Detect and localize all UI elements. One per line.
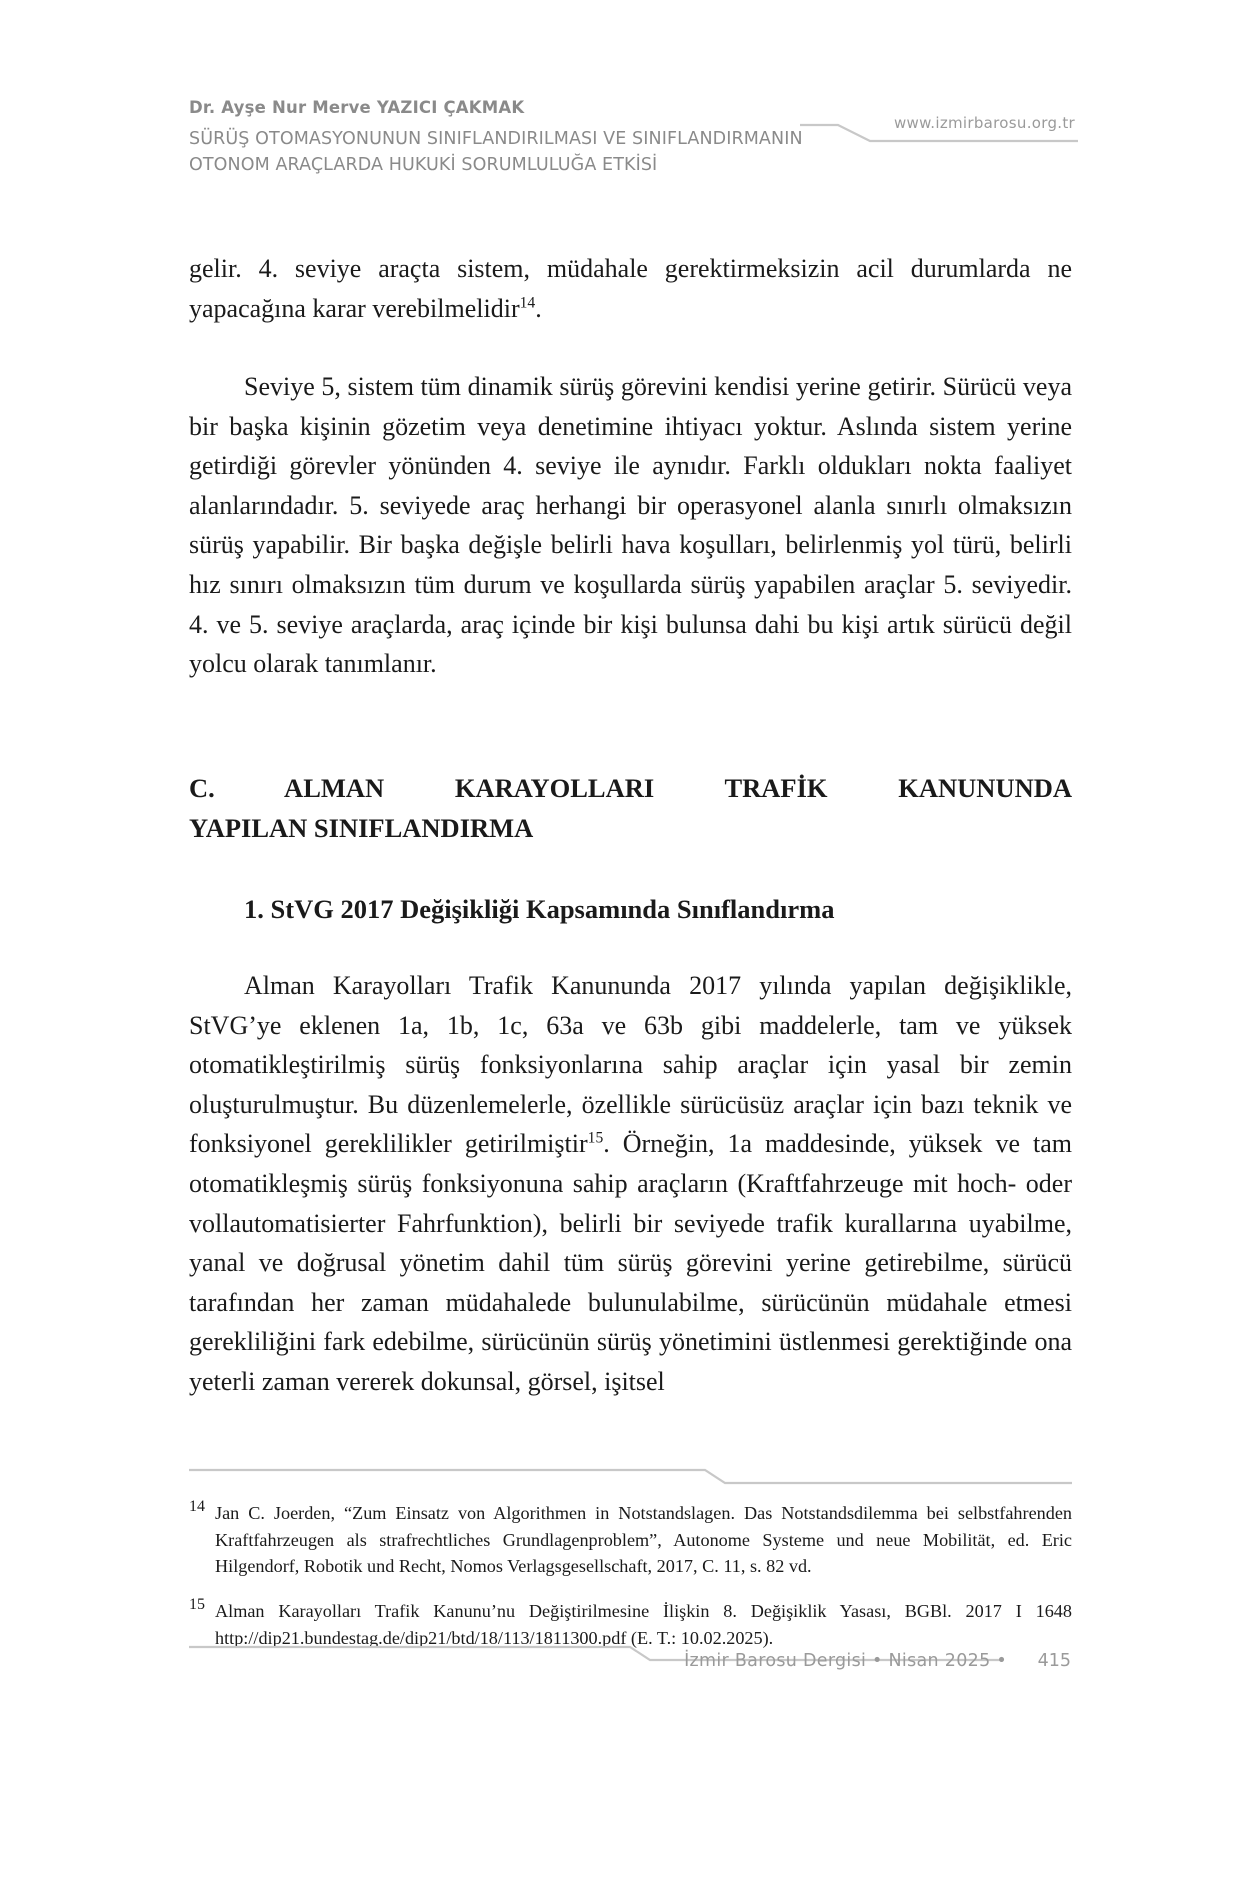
journal-name: İzmir Barosu Dergisi • Nisan 2025 • [684, 1651, 1007, 1671]
footnote-14-text: Jan C. Joerden, “Zum Einsatz von Algorithmen in Notstandslagen. Das Notstandsdilemma bei selbstfahrenden Kraftfahrzeugen als strafrechtliches Grundlagenproblem”, Autonome Systeme und neue Mobilität, ed. Eric Hilgendorf, Robotik und Recht, Nomos Verlagsgesellschaft, 2017, C. 11, s. 82 vd. [215, 1503, 1072, 1576]
footnote-ref-14[interactable]: 14 [519, 293, 536, 311]
footnote-rule [0, 1465, 1260, 1495]
footnote-ref-15[interactable]: 15 [587, 1129, 604, 1147]
paragraph-3-text-a: Alman Karayolları Trafik Kanununda 2017 yılında yapılan değişiklikle, StVG’ye eklenen 1a, 1b, 1c, 63a ve 63b gibi maddelerle, tam ve yüksek otomatikleştirilmiş sürüş fonksiyonlarına sahip araçlar için yasal bir zemin oluşturulmuştur. Bu düzenlemelerle, özellikle sürücüsüz araçlar için bazı teknik ve fonksiyonel gereklilikler getirilmiştir [189, 971, 1072, 1159]
author-name: Dr. Ayşe Nur Merve YAZICI ÇAKMAK [189, 98, 525, 117]
paragraph-2-text: Seviye 5, sistem tüm dinamik sürüş görevini kendisi yerine getirir. Sürücü veya bir başka kişinin gözetim veya denetimine ihtiyacı yoktur. Aslında sistem yerine getirdiği görevler yönünden 4. seviye ile aynıdır. Farklı oldukları nokta faaliyet alanlarındadır. 5. seviyede araç herhangi bir operasyonel alanla sınırlı olmaksızın sürüş yapabilir. Bir başka değişle belirli hava koşulları, belirlenmiş yol türü, belirli hız sınırı olmaksızın tüm durum ve koşullarda sürüş yapabilen araçlar 5. seviyedir. 4. ve 5. seviye araçlarda, araç içinde bir kişi bulunsa dahi bu kişi artık sürücü değil yolcu olarak tanımlanır. [189, 372, 1072, 679]
running-title-line-2: OTONOM ARAÇLARDA HUKUKİ SORUMLULUĞA ETKİSİ [189, 155, 658, 175]
paragraph-3 [189, 966, 1072, 1402]
section-heading-c [189, 768, 1072, 848]
footnote-15-text: Alman Karayolları Trafik Kanunu’nu Değiştirilmesine İlişkin 8. Değişiklik Yasası, BGBl. 2017 I 1648 http://dip21.bundestag.de/dip21/btd/18/113/1811300.pdf (E. T.: 10.02.2025). [215, 1601, 1072, 1648]
subsection-heading-1 [189, 889, 1127, 929]
running-title-line-1: SÜRÜŞ OTOMASYONUNUN SINIFLANDIRILMASI VE SINIFLANDIRMANIN [189, 129, 803, 149]
page-number: 415 [1037, 1651, 1071, 1671]
website-link[interactable]: www.izmirbarosu.org.tr [893, 114, 1075, 132]
footer-rule [0, 1640, 1260, 1700]
page-header [0, 0, 1260, 190]
footnote-14-number: 14 [189, 1498, 205, 1515]
subsection-heading-1-text: 1. StVG 2017 Değişikliği Kapsamında Sınıflandırma [244, 894, 835, 924]
footnote-15-number: 15 [189, 1596, 205, 1613]
section-heading-c-line-1: C. ALMAN KARAYOLLARI TRAFİK KANUNUNDA [189, 773, 1072, 803]
paragraph-3-text-b: . Örneğin, 1a maddesinde, yüksek ve tam otomatikleşmiş sürüş fonksiyonuna sahip araçların (Kraftfahrzeuge mit hoch- oder vollautomatisierter Fahrfunktion), belirli bir seviyede trafik kurallarına uyabilme, yanal ve doğrusal yönetim dahil tüm sürüş görevini yerine getirebilme, sürücü tarafından her zaman müdahalede bulunulabilme, sürücünün müdahale etmesi gerekliliğini fark edebilme, sürücünün sürüş yönetimini üstlenmesi gerektiğinde ona yeterli zaman vererek dokunsal, görsel, işitsel [189, 1129, 1072, 1396]
paragraph-1 [189, 249, 1072, 328]
paragraph-1-text: gelir. 4. seviye araçta sistem, müdahale gerektirmeksizin acil durumlarda ne yapacağına karar verebilmelidir [189, 254, 1072, 323]
paragraph-2 [189, 367, 1072, 684]
footnote-14 [189, 1500, 1072, 1580]
section-heading-c-line-2: YAPILAN SINIFLANDIRMA [189, 813, 534, 843]
paragraph-1-end: . [535, 293, 542, 323]
